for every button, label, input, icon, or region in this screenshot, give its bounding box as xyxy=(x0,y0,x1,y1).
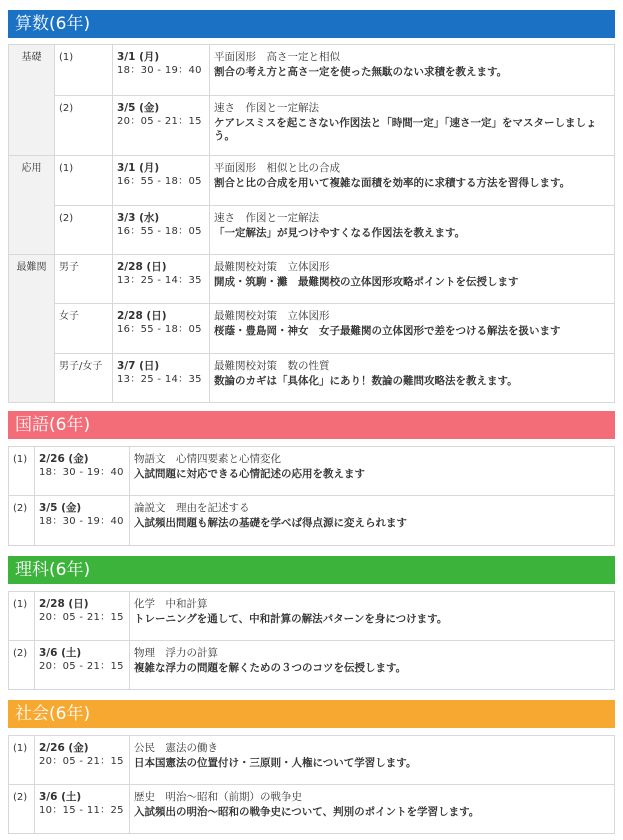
session-datetime xyxy=(113,255,210,304)
session-date: 3/5 (金) xyxy=(117,102,160,114)
session-group: 男子/女子 xyxy=(55,354,113,403)
session-description xyxy=(130,641,615,690)
session-date: 3/1 (月) xyxy=(117,162,160,174)
table-row xyxy=(9,304,615,354)
session-note: 入試頻出問題も解法の基礎を学べば得点源に変えられます xyxy=(134,517,407,529)
session-topic: 最難関校対策 立体図形 xyxy=(214,261,330,273)
session-description xyxy=(210,45,615,96)
session-topic: 平面図形 相似と比の合成 xyxy=(214,162,340,174)
session-note: 割合の考え方と高さ一定を使った無駄のない求積を教えます。 xyxy=(214,66,508,78)
session-number: (2) xyxy=(55,206,113,255)
session-datetime xyxy=(35,785,130,834)
session-date: 3/6 (土) xyxy=(39,791,82,803)
session-datetime xyxy=(35,496,130,546)
session-topic: 歴史 明治～昭和（前期）の戦争史 xyxy=(134,791,302,803)
session-note: トレーニングを通して、中和計算の解法パターンを身につけます。 xyxy=(134,613,448,625)
session-topic: 論説文 理由を記述する xyxy=(134,502,250,514)
session-description xyxy=(130,592,615,641)
session-description xyxy=(210,206,615,255)
session-number: (1) xyxy=(9,447,35,496)
session-date: 2/28 (日) xyxy=(117,261,167,273)
session-note: 日本国憲法の位置付け・三原則・人権について学習します。 xyxy=(134,757,417,769)
session-number: (2) xyxy=(9,641,35,690)
session-date: 2/28 (日) xyxy=(117,310,167,322)
session-note: 複雑な浮力の問題を解くための３つのコツを伝授します。 xyxy=(134,662,407,674)
session-note: 数論のカギは「具体化」にあり！数論の難問攻略法を教えます。 xyxy=(214,375,518,387)
session-topic: 速さ 作図と一定解法 xyxy=(214,212,319,224)
session-datetime xyxy=(113,304,210,354)
session-time: 16：55 - 18：05 xyxy=(117,324,202,335)
session-note: 「一定解法」が見つけやすくなる作図法を教えます。 xyxy=(214,227,466,239)
session-topic: 最難関校対策 数の性質 xyxy=(214,360,330,372)
session-note: 開成・筑駒・灘 最難関校の立体図形攻略ポイントを伝授します xyxy=(214,276,519,288)
session-datetime xyxy=(35,736,130,785)
schedule-table-sansu xyxy=(8,44,615,403)
category-label: 応用 xyxy=(9,156,55,255)
session-topic: 物語文 心情四要素と心情変化 xyxy=(134,453,281,465)
session-number: (1) xyxy=(9,736,35,785)
session-number: (2) xyxy=(55,96,113,156)
session-description xyxy=(210,354,615,403)
session-date: 3/6 (土) xyxy=(39,647,82,659)
table-row xyxy=(9,156,615,206)
section-header-sansu: 算数(6年) xyxy=(8,10,615,38)
session-description xyxy=(130,447,615,496)
session-time: 20：05 - 21：15 xyxy=(39,756,124,767)
session-note: 割合と比の合成を用いて複雑な面積を効率的に求積する方法を習得します。 xyxy=(214,177,571,189)
schedule-table-kokugo xyxy=(8,446,615,546)
schedule-table-rika xyxy=(8,591,615,690)
session-datetime xyxy=(35,592,130,641)
session-note: 入試頻出の明治～昭和の戦争史について、判別のポイントを学習します。 xyxy=(134,806,480,818)
session-time: 20：05 - 21：15 xyxy=(39,661,124,672)
session-time: 20：05 - 21：15 xyxy=(39,612,124,623)
session-time: 16：55 - 18：05 xyxy=(117,176,202,187)
schedule-table-shakai xyxy=(8,735,615,834)
session-description xyxy=(210,304,615,354)
session-date: 3/1 (月) xyxy=(117,51,160,63)
session-date: 3/7 (日) xyxy=(117,360,160,372)
session-note: ケアレスミスを起こさない作図法と「時間一定」「速さ一定」をマスターしましょう。 xyxy=(214,117,597,142)
session-time: 18：30 - 19：40 xyxy=(39,467,124,478)
session-topic: 公民 憲法の働き xyxy=(134,742,218,754)
session-datetime xyxy=(35,447,130,496)
session-description xyxy=(130,736,615,785)
section-header-kokugo: 国語(6年) xyxy=(8,411,615,439)
table-row xyxy=(9,736,615,785)
session-description xyxy=(210,96,615,156)
session-time: 18：30 - 19：40 xyxy=(39,516,124,527)
session-note: 入試問題に対応できる心情記述の応用を教えます xyxy=(134,468,365,480)
session-date: 2/28 (日) xyxy=(39,598,89,610)
session-topic: 物理 浮力の計算 xyxy=(134,647,218,659)
session-number: (2) xyxy=(9,496,35,546)
category-label: 基礎 xyxy=(9,45,55,156)
session-date: 3/5 (金) xyxy=(39,502,82,514)
session-datetime xyxy=(113,45,210,96)
session-time: 18：30 - 19：40 xyxy=(117,65,202,76)
session-note: 桜蔭・豊島岡・神女 女子最難関の立体図形で差をつける解法を扱います xyxy=(214,325,561,337)
category-label: 最難関 xyxy=(9,255,55,403)
session-datetime xyxy=(113,206,210,255)
table-row xyxy=(9,255,615,304)
session-number: (1) xyxy=(9,592,35,641)
session-group: 女子 xyxy=(55,304,113,354)
session-time: 13：25 - 14：35 xyxy=(117,275,202,286)
session-topic: 化学 中和計算 xyxy=(134,598,208,610)
table-row xyxy=(9,206,615,255)
session-description xyxy=(210,255,615,304)
session-number: (1) xyxy=(55,156,113,206)
session-number: (2) xyxy=(9,785,35,834)
session-topic: 最難関校対策 立体図形 xyxy=(214,310,330,322)
table-row xyxy=(9,592,615,641)
session-datetime xyxy=(113,354,210,403)
table-row xyxy=(9,785,615,834)
session-description xyxy=(210,156,615,206)
table-row xyxy=(9,641,615,690)
table-row xyxy=(9,96,615,156)
session-date: 2/26 (金) xyxy=(39,453,89,465)
session-datetime xyxy=(35,641,130,690)
session-description xyxy=(130,496,615,546)
session-time: 16：55 - 18：05 xyxy=(117,226,202,237)
session-datetime xyxy=(113,156,210,206)
session-group: 男子 xyxy=(55,255,113,304)
session-datetime xyxy=(113,96,210,156)
session-description xyxy=(130,785,615,834)
session-number: (1) xyxy=(55,45,113,96)
section-header-shakai: 社会(6年) xyxy=(8,700,615,728)
session-date: 2/26 (金) xyxy=(39,742,89,754)
table-row xyxy=(9,496,615,546)
table-row xyxy=(9,45,615,96)
session-date: 3/3 (水) xyxy=(117,212,160,224)
table-row xyxy=(9,354,615,403)
table-row xyxy=(9,447,615,496)
session-topic: 速さ 作図と一定解法 xyxy=(214,102,319,114)
session-topic: 平面図形 高さ一定と相似 xyxy=(214,51,340,63)
section-header-rika: 理科(6年) xyxy=(8,556,615,584)
session-time: 13：25 - 14：35 xyxy=(117,374,202,385)
session-time: 10：15 - 11：25 xyxy=(39,805,124,816)
session-time: 20：05 - 21：15 xyxy=(117,116,202,127)
